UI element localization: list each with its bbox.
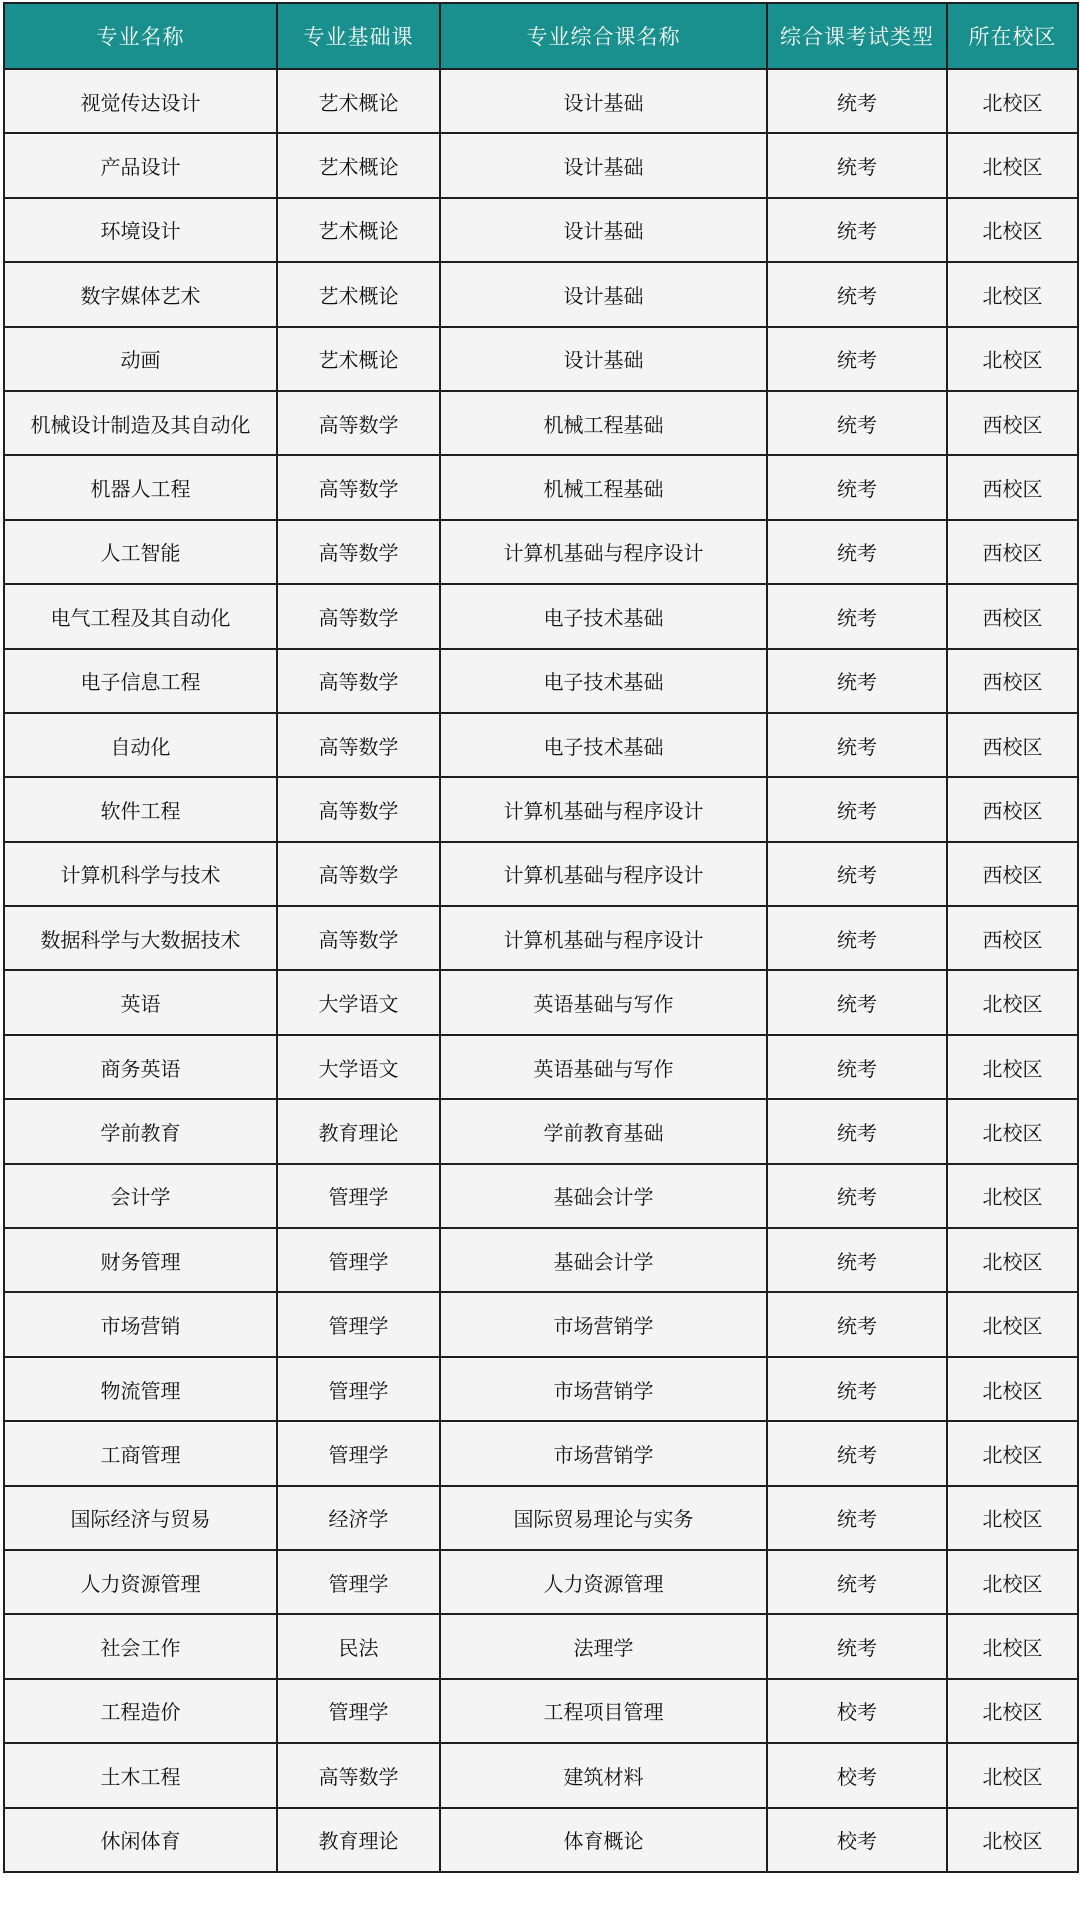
major-name-cell: 软件工程 xyxy=(4,777,277,841)
major-name-cell: 人力资源管理 xyxy=(4,1550,277,1614)
basic-course-cell: 管理学 xyxy=(277,1292,440,1356)
comprehensive-course-cell: 电子技术基础 xyxy=(440,649,767,713)
comprehensive-course-cell: 设计基础 xyxy=(440,133,767,197)
basic-course-cell: 高等数学 xyxy=(277,1743,440,1807)
basic-course-cell: 高等数学 xyxy=(277,520,440,584)
table-row xyxy=(4,842,1078,906)
table-row xyxy=(4,391,1078,455)
exam-type-cell: 统考 xyxy=(767,520,947,584)
campus-cell: 北校区 xyxy=(947,1228,1078,1292)
exam-type-cell: 统考 xyxy=(767,713,947,777)
basic-course-cell: 高等数学 xyxy=(277,584,440,648)
campus-cell: 北校区 xyxy=(947,69,1078,133)
comprehensive-course-cell: 机械工程基础 xyxy=(440,455,767,519)
basic-course-cell: 高等数学 xyxy=(277,713,440,777)
comprehensive-course-cell: 市场营销学 xyxy=(440,1421,767,1485)
comprehensive-course-cell: 电子技术基础 xyxy=(440,713,767,777)
exam-type-cell: 统考 xyxy=(767,1099,947,1163)
exam-type-cell: 统考 xyxy=(767,1164,947,1228)
comprehensive-course-cell: 设计基础 xyxy=(440,262,767,326)
column-header-comprehensive-course: 专业综合课名称 xyxy=(440,3,767,69)
column-header-exam-type: 综合课考试类型 xyxy=(767,3,947,69)
basic-course-cell: 高等数学 xyxy=(277,455,440,519)
basic-course-cell: 管理学 xyxy=(277,1228,440,1292)
exam-type-cell: 统考 xyxy=(767,970,947,1034)
comprehensive-course-cell: 工程项目管理 xyxy=(440,1679,767,1743)
major-name-cell: 动画 xyxy=(4,327,277,391)
basic-course-cell: 管理学 xyxy=(277,1679,440,1743)
exam-type-cell: 统考 xyxy=(767,906,947,970)
major-name-cell: 产品设计 xyxy=(4,133,277,197)
basic-course-cell: 教育理论 xyxy=(277,1099,440,1163)
table-row xyxy=(4,906,1078,970)
column-header-campus: 所在校区 xyxy=(947,3,1078,69)
column-header-basic-course: 专业基础课 xyxy=(277,3,440,69)
exam-type-cell: 统考 xyxy=(767,1614,947,1678)
comprehensive-course-cell: 计算机基础与程序设计 xyxy=(440,520,767,584)
table-row xyxy=(4,970,1078,1034)
campus-cell: 北校区 xyxy=(947,1486,1078,1550)
column-header-major-name: 专业名称 xyxy=(4,3,277,69)
campus-cell: 西校区 xyxy=(947,649,1078,713)
exam-type-cell: 校考 xyxy=(767,1743,947,1807)
table-row xyxy=(4,1099,1078,1163)
basic-course-cell: 管理学 xyxy=(277,1550,440,1614)
campus-cell: 北校区 xyxy=(947,1808,1078,1872)
major-name-cell: 会计学 xyxy=(4,1164,277,1228)
comprehensive-course-cell: 设计基础 xyxy=(440,69,767,133)
table-row xyxy=(4,1357,1078,1421)
campus-cell: 西校区 xyxy=(947,713,1078,777)
campus-cell: 西校区 xyxy=(947,520,1078,584)
basic-course-cell: 大学语文 xyxy=(277,1035,440,1099)
basic-course-cell: 经济学 xyxy=(277,1486,440,1550)
table-row xyxy=(4,1679,1078,1743)
basic-course-cell: 管理学 xyxy=(277,1357,440,1421)
exam-type-cell: 统考 xyxy=(767,584,947,648)
major-name-cell: 物流管理 xyxy=(4,1357,277,1421)
comprehensive-course-cell: 计算机基础与程序设计 xyxy=(440,906,767,970)
exam-type-cell: 统考 xyxy=(767,391,947,455)
table-row xyxy=(4,1228,1078,1292)
exam-type-cell: 统考 xyxy=(767,1421,947,1485)
comprehensive-course-cell: 设计基础 xyxy=(440,198,767,262)
exam-type-cell: 校考 xyxy=(767,1808,947,1872)
table-row xyxy=(4,69,1078,133)
comprehensive-course-cell: 国际贸易理论与实务 xyxy=(440,1486,767,1550)
basic-course-cell: 高等数学 xyxy=(277,842,440,906)
major-name-cell: 英语 xyxy=(4,970,277,1034)
comprehensive-course-cell: 法理学 xyxy=(440,1614,767,1678)
table-row xyxy=(4,1035,1078,1099)
campus-cell: 西校区 xyxy=(947,842,1078,906)
comprehensive-course-cell: 基础会计学 xyxy=(440,1228,767,1292)
exam-type-cell: 统考 xyxy=(767,1292,947,1356)
exam-type-cell: 统考 xyxy=(767,1486,947,1550)
table-body xyxy=(4,69,1078,1872)
table-row xyxy=(4,584,1078,648)
basic-course-cell: 管理学 xyxy=(277,1421,440,1485)
campus-cell: 北校区 xyxy=(947,1035,1078,1099)
exam-type-cell: 统考 xyxy=(767,1035,947,1099)
exam-type-cell: 统考 xyxy=(767,198,947,262)
table-header xyxy=(4,3,1078,69)
table-row xyxy=(4,1550,1078,1614)
exam-type-cell: 校考 xyxy=(767,1679,947,1743)
table-row xyxy=(4,455,1078,519)
exam-type-cell: 统考 xyxy=(767,649,947,713)
campus-cell: 北校区 xyxy=(947,1099,1078,1163)
comprehensive-course-cell: 基础会计学 xyxy=(440,1164,767,1228)
table-row xyxy=(4,713,1078,777)
basic-course-cell: 高等数学 xyxy=(277,906,440,970)
major-name-cell: 数字媒体艺术 xyxy=(4,262,277,326)
comprehensive-course-cell: 体育概论 xyxy=(440,1808,767,1872)
major-name-cell: 市场营销 xyxy=(4,1292,277,1356)
comprehensive-course-cell: 市场营销学 xyxy=(440,1292,767,1356)
major-name-cell: 环境设计 xyxy=(4,198,277,262)
major-name-cell: 视觉传达设计 xyxy=(4,69,277,133)
comprehensive-course-cell: 计算机基础与程序设计 xyxy=(440,842,767,906)
comprehensive-course-cell: 电子技术基础 xyxy=(440,584,767,648)
major-name-cell: 人工智能 xyxy=(4,520,277,584)
header-row xyxy=(4,3,1078,69)
table-row xyxy=(4,1421,1078,1485)
majors-table xyxy=(3,2,1079,1873)
campus-cell: 北校区 xyxy=(947,262,1078,326)
campus-cell: 北校区 xyxy=(947,1743,1078,1807)
comprehensive-course-cell: 市场营销学 xyxy=(440,1357,767,1421)
exam-type-cell: 统考 xyxy=(767,69,947,133)
table-row xyxy=(4,649,1078,713)
table-row xyxy=(4,262,1078,326)
comprehensive-course-cell: 学前教育基础 xyxy=(440,1099,767,1163)
exam-type-cell: 统考 xyxy=(767,777,947,841)
table-row xyxy=(4,1743,1078,1807)
basic-course-cell: 民法 xyxy=(277,1614,440,1678)
exam-type-cell: 统考 xyxy=(767,1228,947,1292)
exam-type-cell: 统考 xyxy=(767,1550,947,1614)
table-row xyxy=(4,198,1078,262)
basic-course-cell: 艺术概论 xyxy=(277,69,440,133)
major-name-cell: 工商管理 xyxy=(4,1421,277,1485)
campus-cell: 北校区 xyxy=(947,1679,1078,1743)
exam-type-cell: 统考 xyxy=(767,133,947,197)
table-row xyxy=(4,1292,1078,1356)
campus-cell: 北校区 xyxy=(947,1164,1078,1228)
campus-cell: 北校区 xyxy=(947,1421,1078,1485)
major-name-cell: 数据科学与大数据技术 xyxy=(4,906,277,970)
major-name-cell: 财务管理 xyxy=(4,1228,277,1292)
basic-course-cell: 管理学 xyxy=(277,1164,440,1228)
basic-course-cell: 大学语文 xyxy=(277,970,440,1034)
campus-cell: 西校区 xyxy=(947,777,1078,841)
campus-cell: 西校区 xyxy=(947,584,1078,648)
basic-course-cell: 教育理论 xyxy=(277,1808,440,1872)
campus-cell: 北校区 xyxy=(947,133,1078,197)
table-row xyxy=(4,1808,1078,1872)
major-name-cell: 休闲体育 xyxy=(4,1808,277,1872)
major-name-cell: 机器人工程 xyxy=(4,455,277,519)
major-name-cell: 工程造价 xyxy=(4,1679,277,1743)
exam-type-cell: 统考 xyxy=(767,327,947,391)
major-name-cell: 自动化 xyxy=(4,713,277,777)
table-row xyxy=(4,520,1078,584)
comprehensive-course-cell: 英语基础与写作 xyxy=(440,1035,767,1099)
major-name-cell: 学前教育 xyxy=(4,1099,277,1163)
comprehensive-course-cell: 建筑材料 xyxy=(440,1743,767,1807)
major-name-cell: 机械设计制造及其自动化 xyxy=(4,391,277,455)
comprehensive-course-cell: 英语基础与写作 xyxy=(440,970,767,1034)
table-row xyxy=(4,777,1078,841)
comprehensive-course-cell: 人力资源管理 xyxy=(440,1550,767,1614)
basic-course-cell: 高等数学 xyxy=(277,391,440,455)
basic-course-cell: 艺术概论 xyxy=(277,133,440,197)
major-name-cell: 社会工作 xyxy=(4,1614,277,1678)
basic-course-cell: 高等数学 xyxy=(277,777,440,841)
campus-cell: 北校区 xyxy=(947,1357,1078,1421)
major-name-cell: 国际经济与贸易 xyxy=(4,1486,277,1550)
table-row xyxy=(4,1486,1078,1550)
major-name-cell: 土木工程 xyxy=(4,1743,277,1807)
major-name-cell: 电子信息工程 xyxy=(4,649,277,713)
comprehensive-course-cell: 机械工程基础 xyxy=(440,391,767,455)
campus-cell: 北校区 xyxy=(947,198,1078,262)
basic-course-cell: 艺术概论 xyxy=(277,327,440,391)
campus-cell: 西校区 xyxy=(947,906,1078,970)
table-row xyxy=(4,327,1078,391)
basic-course-cell: 艺术概论 xyxy=(277,262,440,326)
campus-cell: 北校区 xyxy=(947,1292,1078,1356)
major-name-cell: 商务英语 xyxy=(4,1035,277,1099)
exam-type-cell: 统考 xyxy=(767,842,947,906)
exam-type-cell: 统考 xyxy=(767,262,947,326)
campus-cell: 北校区 xyxy=(947,970,1078,1034)
table-row xyxy=(4,1164,1078,1228)
basic-course-cell: 高等数学 xyxy=(277,649,440,713)
campus-cell: 西校区 xyxy=(947,391,1078,455)
campus-cell: 北校区 xyxy=(947,1614,1078,1678)
table-row xyxy=(4,133,1078,197)
comprehensive-course-cell: 设计基础 xyxy=(440,327,767,391)
comprehensive-course-cell: 计算机基础与程序设计 xyxy=(440,777,767,841)
major-name-cell: 电气工程及其自动化 xyxy=(4,584,277,648)
major-name-cell: 计算机科学与技术 xyxy=(4,842,277,906)
campus-cell: 西校区 xyxy=(947,455,1078,519)
exam-type-cell: 统考 xyxy=(767,1357,947,1421)
exam-type-cell: 统考 xyxy=(767,455,947,519)
campus-cell: 北校区 xyxy=(947,327,1078,391)
campus-cell: 北校区 xyxy=(947,1550,1078,1614)
table-row xyxy=(4,1614,1078,1678)
basic-course-cell: 艺术概论 xyxy=(277,198,440,262)
